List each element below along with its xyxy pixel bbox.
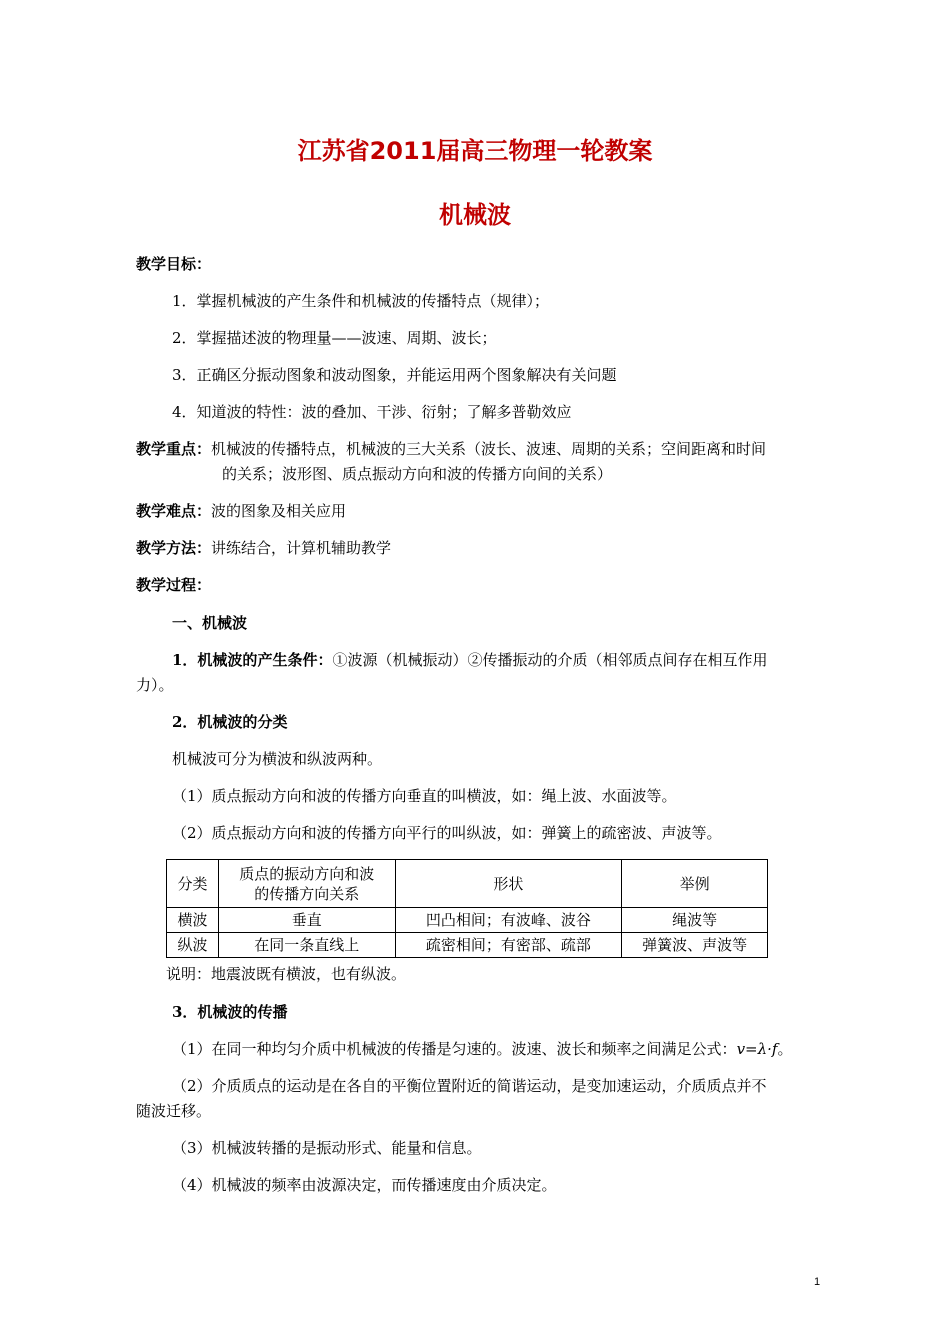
objective-item-4: 4．知道波的特性：波的叠加、干涉、衍射；了解多普勒效应 xyxy=(172,403,572,421)
table-cell: 纵波 xyxy=(167,933,219,958)
wave-speed-formula: v=λ·f xyxy=(736,1040,778,1058)
document-title: 江苏省2011届高三物理一轮教案 xyxy=(297,137,653,165)
table-cell: 垂直 xyxy=(218,908,395,933)
method-label: 教学方法： xyxy=(136,539,212,557)
classification-item-2: （2）质点振动方向和波的传播方向平行的叫纵波，如：弹簧上的疏密波、声波等。 xyxy=(172,824,722,842)
table-cell: 横波 xyxy=(167,908,219,933)
propagation-item-1 xyxy=(172,1039,792,1059)
classification-heading: 2．机械波的分类 xyxy=(172,713,288,731)
key-points-line-1: 机械波的传播特点，机械波的三大关系（波长、波速、周期的关系；空间距离和时间 xyxy=(211,440,767,458)
classification-intro: 机械波可分为横波和纵波两种。 xyxy=(172,750,383,768)
table-cell: 绳波等 xyxy=(622,908,768,933)
generation-conditions-paragraph xyxy=(172,650,767,670)
objectives-label: 教学目标： xyxy=(136,255,212,273)
propagation-heading: 3．机械波的传播 xyxy=(172,1003,288,1021)
table-cell: 在同一条直线上 xyxy=(218,933,395,958)
document-subtitle: 机械波 xyxy=(439,201,511,229)
table-header-cell: 分类 xyxy=(167,860,219,908)
table-header-line-1: 质点的振动方向和波 xyxy=(239,864,375,883)
table-header-row xyxy=(167,860,768,908)
difficulty-label: 教学难点： xyxy=(136,502,212,520)
table-cell: 疏密相间；有密部、疏部 xyxy=(395,933,622,958)
propagation-item-3: （3）机械波转播的是振动形式、能量和信息。 xyxy=(172,1139,482,1157)
objective-item-1: 1．掌握机械波的产生条件和机械波的传播特点（规律）； xyxy=(172,292,550,310)
objective-item-2: 2．掌握描述波的物理量——波速、周期、波长； xyxy=(172,329,497,347)
method-paragraph xyxy=(136,538,391,558)
difficulty-paragraph xyxy=(136,501,346,521)
wave-classification-table xyxy=(166,859,768,958)
generation-conditions-line-2: 力）。 xyxy=(136,676,174,694)
propagation-item-2-line-1: （2）介质质点的运动是在各自的平衡位置附近的简谐运动，是变加速运动，介质质点并不 xyxy=(172,1077,767,1095)
table-note: 说明：地震波既有横波，也有纵波。 xyxy=(166,965,407,983)
table-cell: 凹凸相间；有波峰、波谷 xyxy=(395,908,622,933)
table-row xyxy=(167,933,768,958)
key-points-label: 教学重点： xyxy=(136,440,212,458)
classification-item-1: （1）质点振动方向和波的传播方向垂直的叫横波，如：绳上波、水面波等。 xyxy=(172,787,677,805)
propagation-item-4: （4）机械波的频率由波源决定，而传播速度由介质决定。 xyxy=(172,1176,557,1194)
table-header-cell xyxy=(218,860,395,908)
propagation-item-1-end: 。 xyxy=(777,1040,793,1058)
table-header-cell: 形状 xyxy=(395,860,622,908)
propagation-item-2-line-2: 随波迁移。 xyxy=(136,1102,212,1120)
page-number: 1 xyxy=(814,1276,821,1288)
objective-item-3: 3．正确区分振动图象和波动图象，并能运用两个图象解决有关问题 xyxy=(172,366,617,384)
table-cell: 弹簧波、声波等 xyxy=(622,933,768,958)
propagation-item-1-text: （1）在同一种均匀介质中机械波的传播是匀速的。波速、波长和频率之间满足公式： xyxy=(172,1040,737,1058)
table-header-cell: 举例 xyxy=(622,860,768,908)
section-heading-mechanical-wave: 一、机械波 xyxy=(172,614,248,632)
difficulty-text: 波的图象及相关应用 xyxy=(211,502,347,520)
generation-conditions-label: 1．机械波的产生条件： xyxy=(172,651,333,669)
table-header-line-2: 的传播方向关系 xyxy=(254,884,360,903)
table-row xyxy=(167,908,768,933)
method-text: 讲练结合，计算机辅助教学 xyxy=(211,539,392,557)
generation-conditions-line-1: ①波源（机械振动）②传播振动的介质（相邻质点间存在相互作用 xyxy=(332,651,768,669)
key-points-paragraph xyxy=(136,439,766,459)
process-label: 教学过程： xyxy=(136,576,212,594)
key-points-line-2: 的关系；波形图、质点振动方向和波的传播方向间的关系） xyxy=(222,465,613,483)
